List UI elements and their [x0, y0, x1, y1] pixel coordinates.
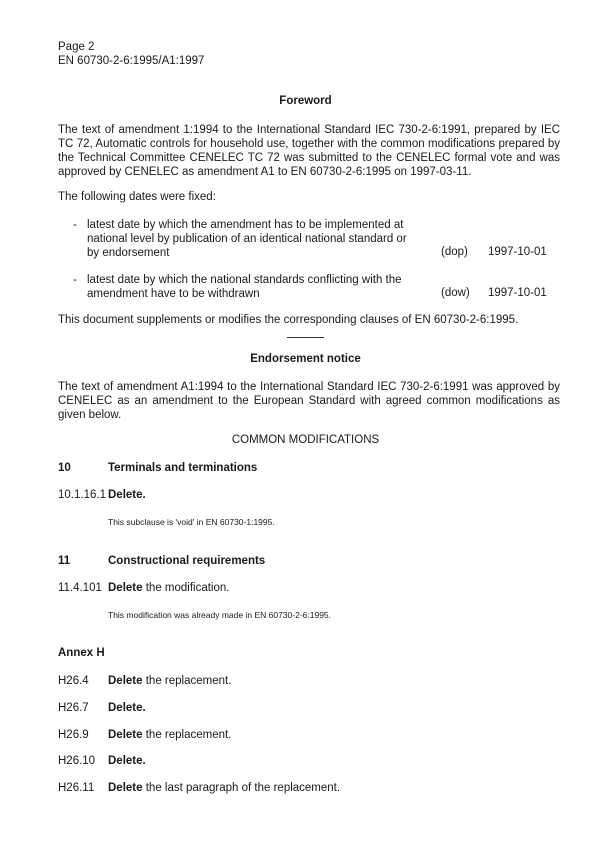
clause-rest: the replacement. — [142, 729, 232, 741]
clause-action: Delete. — [108, 755, 146, 767]
list-item: latest date by which the amendment has to be implemented at national level by publication of an identical national standard or by endorsement — [87, 219, 407, 259]
clause-action: Delete — [108, 782, 143, 794]
clause-number: 11.4.101 — [58, 582, 102, 594]
clause-action: Delete. — [108, 702, 146, 714]
clause-note: This subclause is 'void' in EN 60730-1:1995. — [108, 517, 275, 527]
annex-heading: Annex H — [58, 647, 105, 659]
clause-line — [108, 582, 229, 594]
foreword-paragraph: The text of amendment 1:1994 to the International Standard IEC 730-2-6:1991, prepared by IEC TC 72, Automatic controls for household use, together with the common modifications prepared by the Technical Committee CENELEC TC 72 was submitted to the CENELEC formal vote and was approved by CENELEC as amendment A1 to EN 60730-2-6:1995 on 1997-03-11. — [58, 124, 560, 178]
section-number: 11 — [58, 555, 71, 567]
date-value: 1997-10-01 — [488, 246, 547, 258]
date-abbreviation: (dop) — [441, 246, 468, 258]
common-modifications-heading: COMMON MODIFICATIONS — [231, 434, 380, 446]
section-title: Constructional requirements — [108, 555, 266, 567]
clause-action: Delete — [108, 675, 143, 687]
clause-number: H26.4 — [58, 675, 89, 687]
dates-intro: The following dates were fixed: — [58, 191, 216, 203]
divider — [287, 337, 324, 338]
clause-action: Delete — [108, 582, 143, 594]
clause-line — [108, 729, 231, 741]
list-item: latest date by which the national standards conflicting with the amendment have to be withdrawn — [87, 274, 402, 300]
section-title: Terminals and terminations — [108, 462, 258, 474]
clause-rest: the modification. — [142, 582, 230, 594]
clause-action: Delete. — [108, 489, 146, 501]
clause-line — [108, 675, 231, 687]
clause-action: Delete — [108, 729, 143, 741]
clause-note: This modification was already made in EN 60730-2-6:1995. — [108, 610, 332, 620]
clause-number: H26.10 — [58, 755, 96, 767]
list-bullet: - — [73, 219, 77, 231]
endorsement-heading: Endorsement notice — [250, 353, 361, 365]
clause-line — [108, 755, 146, 767]
clause-number: H26.9 — [58, 729, 89, 741]
page-number: Page 2 — [58, 41, 95, 53]
clause-rest: the last paragraph of the replacement. — [142, 782, 341, 794]
clause-line — [108, 782, 340, 794]
endorsement-text: The text of amendment A1:1994 to the International Standard IEC 730-2-6:1991 was approved by CENELEC as an amendment to the European Standard with agreed common modifications as given below. — [58, 381, 560, 421]
list-bullet: - — [73, 274, 77, 286]
clause-number: 10.1.16.1 — [58, 489, 106, 501]
clause-number: H26.11 — [58, 782, 95, 794]
date-abbreviation: (dow) — [441, 287, 470, 299]
clause-number: H26.7 — [58, 702, 89, 714]
document-id: EN 60730-2-6:1995/A1:1997 — [58, 55, 205, 67]
clause-line — [108, 702, 146, 714]
foreword-heading: Foreword — [279, 95, 332, 107]
date-value: 1997-10-01 — [488, 287, 547, 299]
supplement-note: This document supplements or modifies the corresponding clauses of EN 60730-2-6:1995. — [58, 314, 519, 326]
clause-rest: the replacement. — [142, 675, 232, 687]
section-number: 10 — [58, 462, 71, 474]
